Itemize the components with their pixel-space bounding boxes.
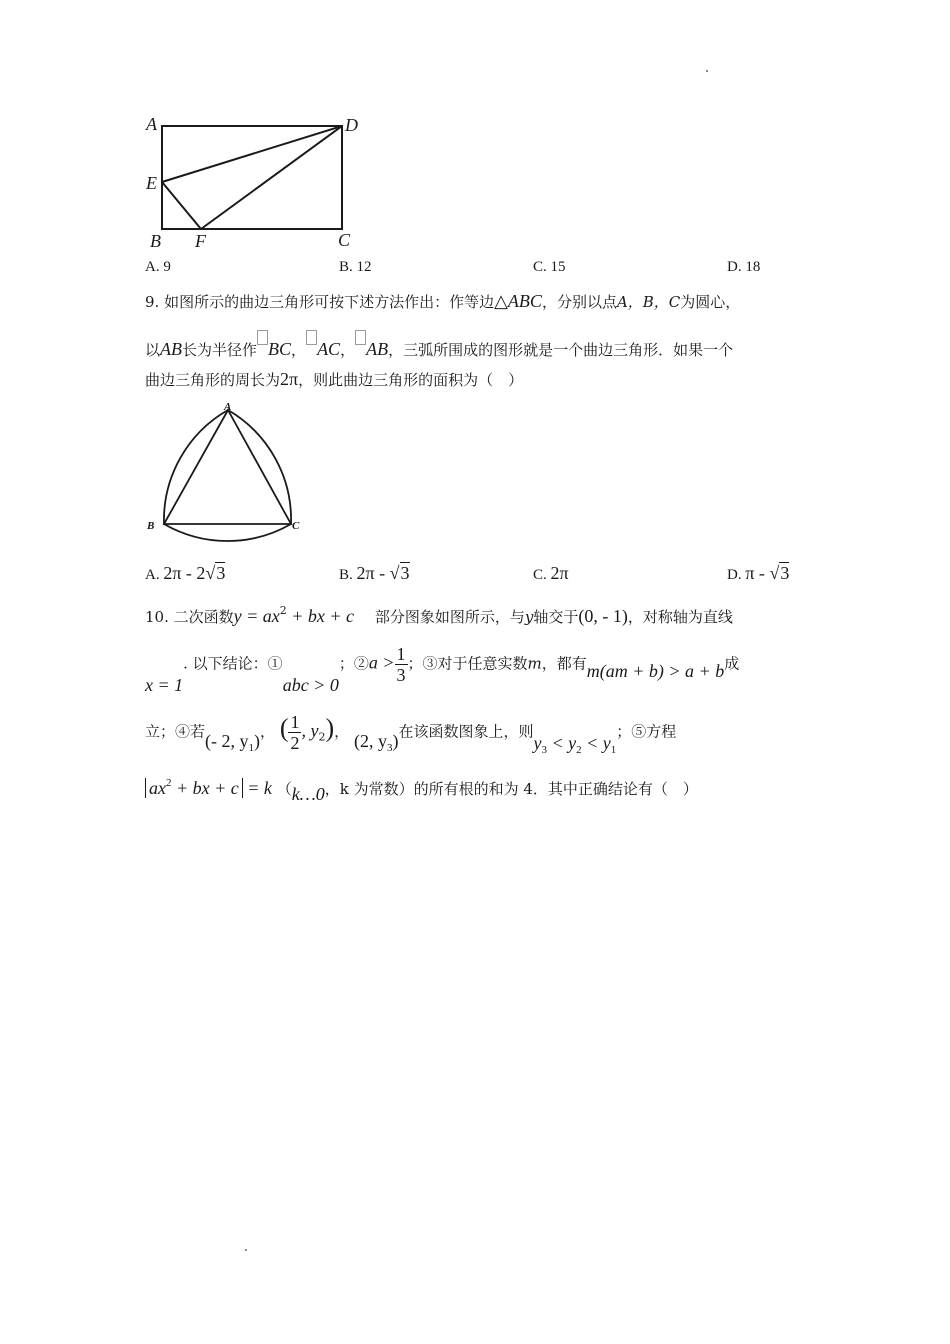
q10-line-2: x = 1. 以下结论：①abc > 0；②a > $\frac{1}{3}$ ；③对于任意实数m，都有m(am + b) > a + b成: [145, 644, 740, 695]
label-e: E: [146, 173, 157, 193]
page-speck: [245, 1249, 247, 1251]
arc-symbol-icon: [306, 330, 317, 345]
q10-line-1: 10. 二次函数$y = ax^2$ + bx + c 部分图象如图所示，与y轴交于(0, - 1)，对称轴为直线: [145, 604, 733, 626]
fig2-label-a: A: [224, 401, 232, 413]
q9-option-d: D. π - √3: [727, 563, 790, 583]
q9-line-3: 曲边三角形的周长为2π，则此曲边三角形的面积为（ ）: [145, 369, 524, 389]
arc-symbol-icon: [355, 330, 366, 345]
label-a: A: [146, 114, 157, 134]
q9-line-2: 以AB长为半径作 BC， AC， AB，三弧所围成的图形就是一个曲边三角形．如果一个: [145, 330, 733, 360]
triangle-abc-shape: [164, 410, 291, 524]
page-speck: [706, 70, 708, 72]
q10-line-3: 立；④若(- 2, $y_1$)， ( $\frac{1}{2}$ , $y_2$)， (2, $y_3$)在该函数图象上，则$y_3 < y_2 < y_1$；⑤方程: [145, 712, 677, 756]
q9-option-b: B. 2π - √3: [339, 563, 410, 583]
segment-df: [201, 126, 342, 229]
q9-option-a: A. 2π - 2√3: [145, 563, 226, 583]
q9-line-1: 9. 如图所示的曲边三角形可按下述方法作出：作等边△ABC，分别以点A，B，C为圆心，: [145, 291, 741, 311]
label-c: C: [338, 230, 351, 250]
q10-line-4: $ax^2$ + bx + c = k （k…0，k 为常数）的所有根的和为 4．其中正确结论有（ ）: [145, 777, 698, 799]
label-b: B: [150, 231, 161, 251]
fig2-label-c: C: [292, 520, 300, 532]
fig2-label-b: B: [147, 520, 155, 532]
triangle-abc: △ABC: [494, 291, 542, 311]
figure-reuleaux-triangle: [150, 400, 310, 550]
q8-option-a: A. 9: [145, 259, 171, 275]
q9-option-c: C. 2π: [533, 563, 569, 583]
label-f: F: [195, 231, 206, 251]
q8-option-b: B. 12: [339, 259, 372, 275]
q8-option-c: C. 15: [533, 259, 566, 275]
label-d: D: [345, 115, 358, 135]
q8-option-d: D. 18: [727, 259, 761, 275]
segment-ed: [162, 126, 342, 182]
segment-ef: [162, 182, 201, 229]
curved-triangle-outline: [164, 410, 291, 541]
figure-rectangle: [140, 110, 370, 255]
arc-symbol-icon: [257, 330, 268, 345]
